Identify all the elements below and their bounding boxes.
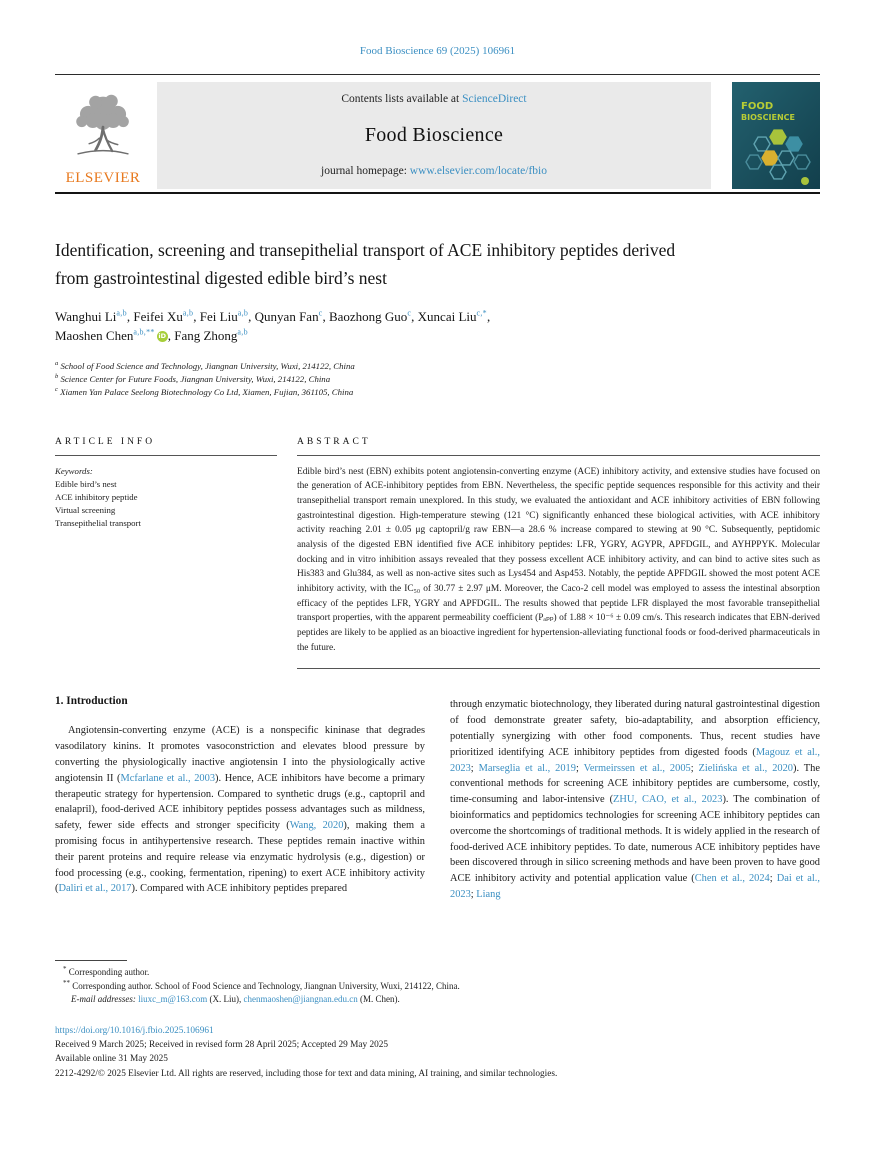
citation-link[interactable]: Mcfarlane et al., 2003 (120, 772, 216, 784)
author-affil-sup: a,b (237, 308, 249, 318)
text-run: ). The combination of bioinformatics and peptidomics technologies for screening ACE inhibitory peptides can overcome the shortcomings of traditional methods. It is widely applied in the research of food-derived ACE inhibitory peptides. To date, numerous ACE inhibitory peptides have been discovered through in silico screening methods and have been proven to have good ACE inhibitory activity and potential application value ( (450, 794, 820, 885)
footnote-divider (55, 960, 127, 961)
author-affil-sup: a,b (182, 308, 194, 318)
cover-title-food: FOOD (741, 101, 774, 112)
page-footer (55, 960, 820, 1081)
affiliation-text: Xiamen Yan Palace Seelong Biotechnology Co Ltd, Xiamen, Fujian, 361105, China (60, 387, 354, 398)
cover-title-bioscience: BIOSCIENCE (741, 113, 795, 122)
journal-homepage-line (157, 165, 711, 177)
email-addresses-label: E-mail addresses: (71, 994, 136, 1004)
author-name: Baozhong Guo (328, 309, 408, 325)
citation-link[interactable]: Chen et al., 2024 (694, 873, 770, 885)
author-name: Fei Liu (199, 309, 238, 325)
introduction-heading: 1. Introduction (55, 695, 128, 708)
author-separator: , (167, 328, 175, 344)
author-affil-sup: a,b (237, 327, 248, 337)
masthead-bottom-rule (55, 192, 820, 194)
author (255, 309, 329, 324)
text-run: ). The conventional methods for screening ACE inhibitory peptides are cumbersome, costly, time-consuming and labor-intensive ( (450, 762, 820, 806)
keyword-item: Virtual screening (55, 505, 116, 516)
article-info-rule (55, 455, 277, 456)
citation-link[interactable]: Magouz et al., 2023 (450, 746, 820, 774)
keyword-item: ACE inhibitory peptide (55, 491, 138, 502)
article-title: Identification, screening and transepithelial transport of ACE inhibitory peptides derived from gastrointestinal digested edible bird’s nest (55, 240, 676, 288)
author-affil-sup: c,* (476, 308, 487, 318)
journal-reference: Food Bioscience 69 (2025) 106961 (359, 45, 516, 57)
abstract-text: Edible bird’s nest (EBN) exhibits potent angiotensin-converting enzyme (ACE) inhibitory activity, and extensive studies have focused on the generation of ACE-inhibitory peptides from EBN. Nevertheless, the specific peptide sequences responsible for this activity and their transepithelial transport remain unexplored. In this study, we evaluated the antioxidant and ACE inhibitory activities of EBN following gastrointestinal digestion. High-temperature stewing (121 °C) significantly enhanced these biological activities, with ACE inhibitory activity reaching 2.01 ± 0.05 μg captopril/g raw EBN—a 28.6 % increase compared to stewing at 90 °C. Subsequently, peptidomic analysis of the digested EBN identified five ACE inhibitory peptides: LFR, YGRY, AGYPR, APFDGIL, and AYHPPYK. Molecular docking and in vitro inhibition assays revealed that they possess excellent ACE inhibitory activity, and can bind to active sites such as His383 and Glu384, as well as non-active sites such as Lys454 and Asp453. Notably, the peptide APFDGIL showed the most potent ACE inhibitory activity, with the IC₅₀ of 30.77 ± 2.97 μM. Moreover, the Caco-2 cell model was employed to assess the intestinal absorption efficacy of the peptides LFR, YGRY and APFDGIL. The results showed that peptide LFR displayed the most favorable transepithelial transport properties, with the apparent permeability coefficient (Pₐₚₚ) of 1.88 × 10⁻⁶ ± 0.09 cm/s. This research indicates that EBN-derived peptides are likely to be applied as an bioactive ingredient for hypertension-alleviating functional foods or food-derived pharmaceuticals in the future. (297, 465, 820, 670)
keyword-item: Transepithelial transport (55, 518, 141, 529)
citation-link[interactable]: Dai et al., 2023 (450, 873, 820, 901)
footnote-corresponding-2 (55, 980, 820, 994)
affiliation-text: Science Center for Future Foods, Jiangnan University, Wuxi, 214122, China (60, 374, 331, 385)
text-run: ; (575, 762, 584, 774)
text-run: ). Compared with ACE inhibitory peptides prepared (131, 883, 348, 895)
text-run: through enzymatic biotechnology, they liberated during natural gastrointestinal digestion of food demonstrate greater safety, bio-adaptability, and absorption efficiency, potentially synergizing with other food components. Thus, recent studies have prioritized identifying ACE inhibitory peptides from digested foods ( (450, 699, 820, 758)
author-separator: , (411, 309, 418, 325)
email-link-liu[interactable]: liuxc_m@163.com (138, 994, 208, 1004)
author-list (55, 308, 820, 346)
cover-elsevier-mark (801, 177, 809, 185)
issn-copyright: 2212-4292/© 2025 Elsevier Ltd. All rights are reserved, including those for text and data mining, AI training, and similar technologies. (55, 1068, 558, 1079)
info-abstract-block (55, 437, 820, 670)
author-separator: , (126, 309, 134, 325)
footnote-corresponding-1 (55, 966, 820, 980)
introduction-paragraph-right (450, 697, 820, 903)
author-separator: , (248, 309, 255, 325)
author-name: Maoshen Chen (55, 328, 134, 344)
available-online: Available online 31 May 2025 (55, 1054, 168, 1065)
author-affil-sup: a,b (116, 308, 127, 318)
footnote-marker: ** (63, 978, 70, 987)
article-info-heading: ARTICLE INFO (55, 436, 156, 447)
footnote-text: Corresponding author. School of Food Science and Technology, Jiangnan University, Wuxi, 214122, China. (72, 980, 460, 991)
body-column-left (55, 695, 425, 939)
elsevier-tree-icon (61, 92, 145, 169)
introduction-paragraph-left (55, 723, 425, 897)
homepage-label: journal homepage: (321, 165, 410, 177)
author-name: Xuncai Liu (417, 309, 477, 325)
author (133, 309, 199, 324)
text-run: ; (470, 889, 477, 901)
citation-link[interactable]: Wang, 2020 (289, 820, 344, 832)
author (55, 309, 133, 324)
footnote-emails (55, 993, 820, 1007)
elsevier-wordmark: ELSEVIER (65, 170, 141, 186)
article-body (55, 695, 820, 939)
text-run: ; (769, 873, 777, 885)
footnote-marker: * (63, 965, 67, 973)
abstract-heading: ABSTRACT (297, 436, 371, 447)
author-separator: , (322, 309, 329, 325)
citation-link[interactable]: Daliri et al., 2017 (58, 883, 132, 895)
sciencedirect-link[interactable]: ScienceDirect (462, 93, 527, 105)
text-run: ), making them a promising focus in antihypertensive research. These peptides remain inactive within their parent proteins and require release via enzymatic hydrolysis (e.g., digestion) or food processing (e.g., cooking, fermentation, ripening) to exert ACE inhibitory activity ( (55, 820, 425, 895)
citation-link[interactable]: ZHU, CAO, et al., 2023 (613, 794, 723, 806)
header-divider (55, 74, 820, 75)
footnote-text: Corresponding author. (68, 967, 150, 977)
author (418, 309, 491, 324)
body-column-right (450, 695, 820, 939)
author-affil-sup: c (318, 308, 323, 318)
citation-link[interactable]: Vermeirssen et al., 2005 (583, 762, 691, 774)
author-name: Qunyan Fan (254, 309, 319, 325)
contents-lists-text: Contents lists available at (341, 93, 460, 105)
article-info-column (55, 437, 277, 670)
author (55, 328, 174, 343)
publisher-logo[interactable] (55, 82, 151, 189)
affiliation (55, 386, 820, 399)
affiliation-list (55, 360, 820, 400)
author (200, 309, 255, 324)
journal-homepage-link[interactable]: www.elsevier.com/locate/fbio (409, 165, 547, 177)
text-run: ). Hence, ACE inhibitors have become a primary therapeutic strategy for hypertension. Compared to synthetic drugs (e.g., captopril and enalapril), food-derived ACE inhibitory peptides possess advantages such as mildness, safety, fewer side effects and stronger specificity ( (55, 772, 425, 832)
journal-cover-thumbnail[interactable] (732, 82, 820, 189)
affiliation-sup: b (55, 373, 59, 381)
email-link-chen[interactable]: chenmaoshen@jiangnan.edu.cn (243, 994, 358, 1004)
author-separator: , (193, 309, 200, 325)
author-affil-sup: a,b,** (133, 327, 155, 337)
email-suffix: (X. Liu), (207, 994, 244, 1004)
abstract-rule (297, 455, 820, 456)
author-name: Wanghui Li (55, 309, 117, 325)
contents-lists-line (157, 93, 711, 105)
citation-link[interactable]: Marseglia et al., 2019 (478, 762, 576, 774)
doi-link[interactable]: https://doi.org/10.1016/j.fbio.2025.106961 (55, 1025, 214, 1036)
author-name: Fang Zhong (174, 328, 238, 344)
keyword-item: Edible bird’s nest (55, 478, 117, 489)
journal-name: Food Bioscience (364, 123, 504, 146)
affiliation (55, 360, 820, 373)
affiliation-sup: a (55, 360, 59, 368)
keywords-label: Keywords: (55, 465, 93, 476)
masthead-center-panel (157, 82, 711, 189)
author-affil-sup: c (407, 308, 412, 318)
text-run: ; (470, 762, 479, 774)
abstract-column (297, 437, 820, 670)
author (329, 309, 418, 324)
text-run: ; (690, 762, 699, 774)
email-suffix: (M. Chen). (357, 994, 400, 1004)
affiliation (55, 373, 820, 386)
author (174, 328, 248, 343)
citation-link[interactable]: Zielińska et al., 2020 (698, 762, 793, 774)
journal-masthead (55, 82, 820, 189)
orcid-icon[interactable]: iD (157, 331, 168, 342)
citation-link[interactable]: Liang (476, 889, 501, 901)
affiliation-text: School of Food Science and Technology, Jiangnan University, Wuxi, 214122, China (60, 360, 355, 371)
author-separator: , (486, 309, 491, 325)
received-dates: Received 9 March 2025; Received in revised form 28 April 2025; Accepted 29 May 2025 (55, 1039, 389, 1050)
text-run: Angiotensin-converting enzyme (ACE) is a nonspecific kininase that degrades vasodilatory kinins. It promotes vasoconstriction and elevates blood pressure by converting the physiologically inactive angiotensin I into the physiologically active angiotensin II ( (55, 725, 425, 784)
keywords-block (55, 465, 277, 531)
author-name: Feifei Xu (133, 309, 183, 325)
publication-info (55, 1024, 820, 1082)
affiliation-sup: c (55, 386, 58, 394)
